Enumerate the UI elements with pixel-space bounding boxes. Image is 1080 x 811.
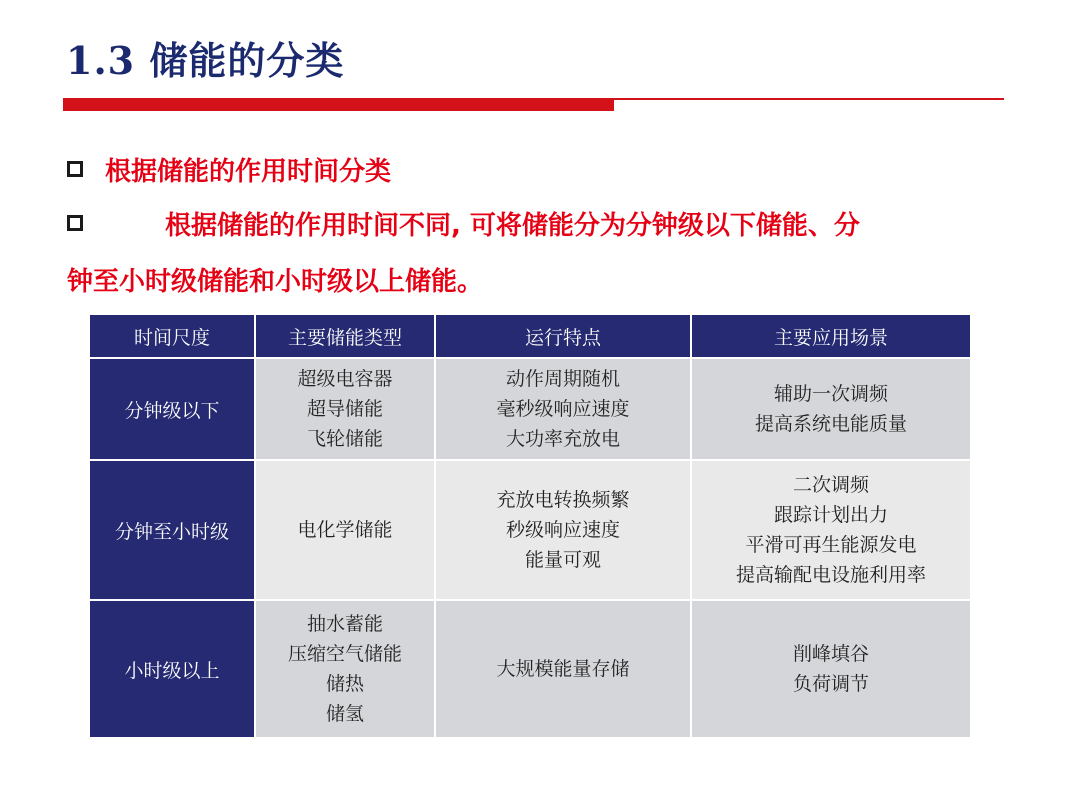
cell-line: 能量可观 xyxy=(524,549,601,571)
checkbox-bullet-icon xyxy=(67,161,83,177)
page-title: 1.3 储能的分类 xyxy=(66,38,345,83)
row-time-scale: 分钟至小时级 xyxy=(89,460,255,600)
cell-line: 负荷调节 xyxy=(792,673,869,695)
bullet-text-2-continued: 钟至小时级储能和小时级以上储能。 xyxy=(67,267,484,297)
cell-line: 削峰填谷 xyxy=(792,643,869,665)
row-applications xyxy=(691,358,971,460)
bullet-text-2: 根据储能的作用时间不同, 可将储能分为分钟级以下储能、分 xyxy=(165,211,860,241)
cell-line: 二次调频 xyxy=(792,474,869,496)
bullet-item-1 xyxy=(67,156,391,188)
cell-line: 毫秒级响应速度 xyxy=(496,398,630,420)
checkbox-bullet-icon xyxy=(67,215,83,231)
cell-line: 超级电容器 xyxy=(297,368,393,390)
cell-line: 储热 xyxy=(325,673,364,695)
cell-line: 电化学储能 xyxy=(297,519,393,541)
table-row xyxy=(89,358,971,460)
header-storage-type: 主要储能类型 xyxy=(255,314,435,358)
row-applications xyxy=(691,600,971,738)
row-time-scale: 分钟级以下 xyxy=(89,358,255,460)
title-divider-thin xyxy=(614,98,1004,100)
cell-line: 动作周期随机 xyxy=(505,368,620,390)
cell-line: 平滑可再生能源发电 xyxy=(745,534,917,556)
bullet-item-2 xyxy=(67,210,997,242)
cell-line: 压缩空气储能 xyxy=(287,643,402,665)
cell-line: 提高系统电能质量 xyxy=(754,413,907,435)
row-storage-types xyxy=(255,358,435,460)
header-applications: 主要应用场景 xyxy=(691,314,971,358)
cell-line: 充放电转换频繁 xyxy=(496,489,630,511)
row-applications xyxy=(691,460,971,600)
cell-line: 辅助一次调频 xyxy=(773,383,888,405)
header-features: 运行特点 xyxy=(435,314,691,358)
cell-line: 跟踪计划出力 xyxy=(773,504,888,526)
row-features xyxy=(435,460,691,600)
row-time-scale: 小时级以上 xyxy=(89,600,255,738)
title-divider-thick xyxy=(63,98,614,111)
cell-line: 大功率充放电 xyxy=(505,428,620,450)
cell-line: 储氢 xyxy=(325,703,364,725)
bullet-text-1: 根据储能的作用时间分类 xyxy=(105,157,392,187)
cell-line: 提高输配电设施利用率 xyxy=(735,564,926,586)
row-features xyxy=(435,358,691,460)
cell-line: 抽水蓄能 xyxy=(306,613,383,635)
cell-line: 超导储能 xyxy=(306,398,383,420)
table-row xyxy=(89,600,971,738)
row-features xyxy=(435,600,691,738)
table-row xyxy=(89,460,971,600)
table-header-row xyxy=(89,314,971,358)
cell-line: 大规模能量存储 xyxy=(496,658,630,680)
energy-storage-table xyxy=(88,313,972,739)
cell-line: 秒级响应速度 xyxy=(505,519,620,541)
row-storage-types xyxy=(255,600,435,738)
header-time-scale: 时间尺度 xyxy=(89,314,255,358)
cell-line: 飞轮储能 xyxy=(306,428,383,450)
row-storage-types xyxy=(255,460,435,600)
